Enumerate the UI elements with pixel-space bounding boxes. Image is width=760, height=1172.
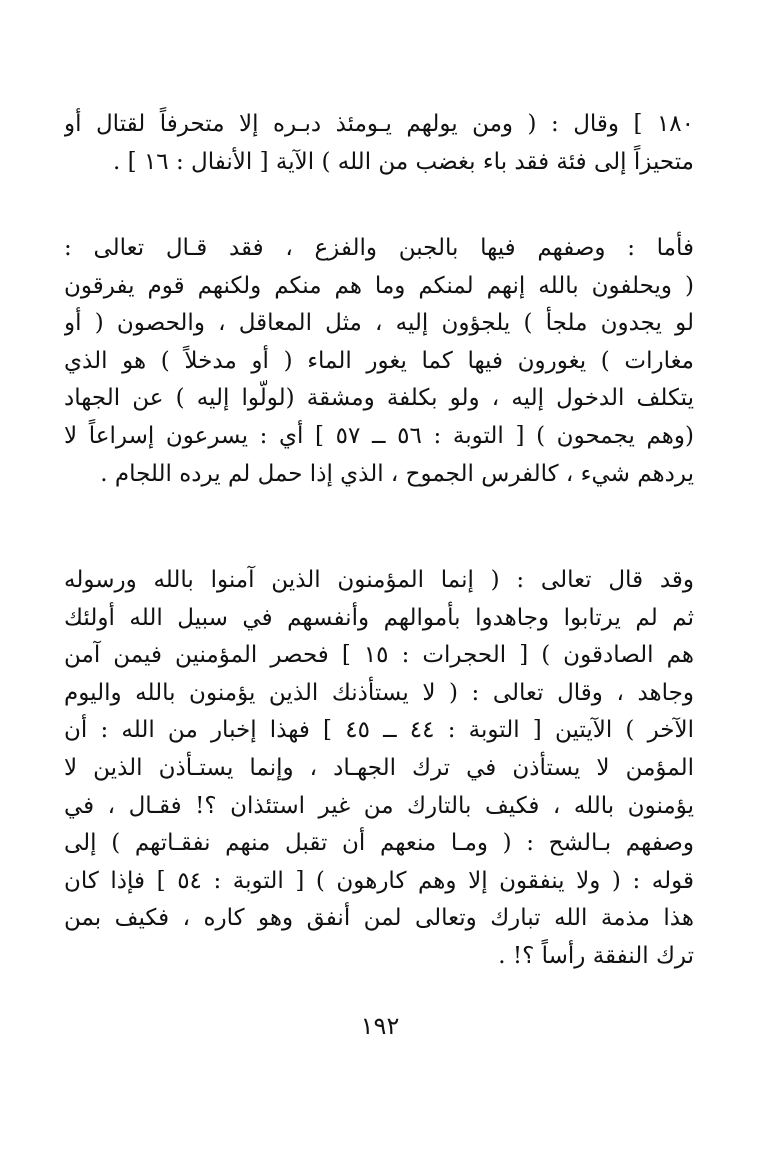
- text-line: هذا مذمة الله تبارك وتعالى لمن أنفق وهو كاره ، فكيف بمن: [64, 905, 694, 932]
- text-line: يتكلف الدخول إليه ، ولو بكلفة ومشقة (لولّوا إليه ) عن الجهاد: [64, 385, 694, 412]
- text-line: ترك النفقة رأساً ؟! .: [498, 942, 694, 969]
- text-line: قوله : ( ولا ينفقون إلا وهم كارهون ) [ التوبة : ٥٤ ] فإذا كان: [64, 867, 694, 894]
- text-line: وجاهد ، وقال تعالى : ( لا يستأذنك الذين يؤمنون بالله واليوم: [64, 679, 694, 706]
- text-line: يؤمنون بالله ، فكيف بالتارك من غير استئذان ؟! فقـال ، في: [64, 792, 694, 819]
- text-line: الآخر ) الآيتين [ التوبة : ٤٤ ــ ٤٥ ] فهذا إخبار من الله : أن: [64, 717, 694, 744]
- text-line: وقد قال تعالى : ( إنما المؤمنون الذين آمنوا بالله ورسوله: [64, 567, 694, 593]
- text-line: المؤمن لا يستأذن في ترك الجهـاد ، وإنما يستـأذن الذين لا: [64, 754, 694, 781]
- text-line: مغارات ) يغورون فيها كما يغور الماء ( أو مدخلاً ) هو الذي: [64, 347, 694, 374]
- paragraph-1: [64, 106, 694, 181]
- text-line: ١٨٠ ] وقال : ( ومن يولهم يـومئذ دبـره إلا متحرفاً لقتال أو: [64, 111, 694, 137]
- paragraph-3: [64, 562, 694, 976]
- text-line: لو يجدون ملجأ ) يلجؤون إليه ، مثل المعاقل ، والحصون ( أو: [64, 310, 694, 337]
- text-line: هم الصادقون ) [ الحجرات : ١٥ ] فحصر المؤمنين فيمن آمن: [64, 642, 694, 669]
- page-number: ١٩٢: [360, 1012, 400, 1040]
- text-line: وصفهم بـالشح : ( ومـا منعهم أن تقبل منهم نفقـاتهم ) إلى: [64, 830, 694, 857]
- text-line: ثم لم يرتابوا وجاهدوا بأموالهم وأنفسهم في سبيل الله أولئك: [64, 604, 694, 631]
- paragraph-2: [64, 230, 694, 493]
- text-line: فأما : وصفهم فيها بالجبن والفزع ، فقد قـال تعالى :: [64, 235, 694, 261]
- text-line: (وهم يجمحون ) [ التوبة : ٥٦ ــ ٥٧ ] أي : يسرعون إسراعاً لا: [64, 422, 694, 449]
- text-line: متحيزاً إلى فئة فقد باء بغضب من الله ) الآية [ الأنفال : ١٦ ] .: [113, 148, 694, 175]
- text-line: ( ويحلفون بالله إنهم لمنكم وما هم منكم ولكنهم قوم يفرقون: [64, 272, 694, 299]
- text-line: يردهم شيء ، كالفرس الجموح ، الذي إذا حمل لم يرده اللجام .: [100, 460, 694, 487]
